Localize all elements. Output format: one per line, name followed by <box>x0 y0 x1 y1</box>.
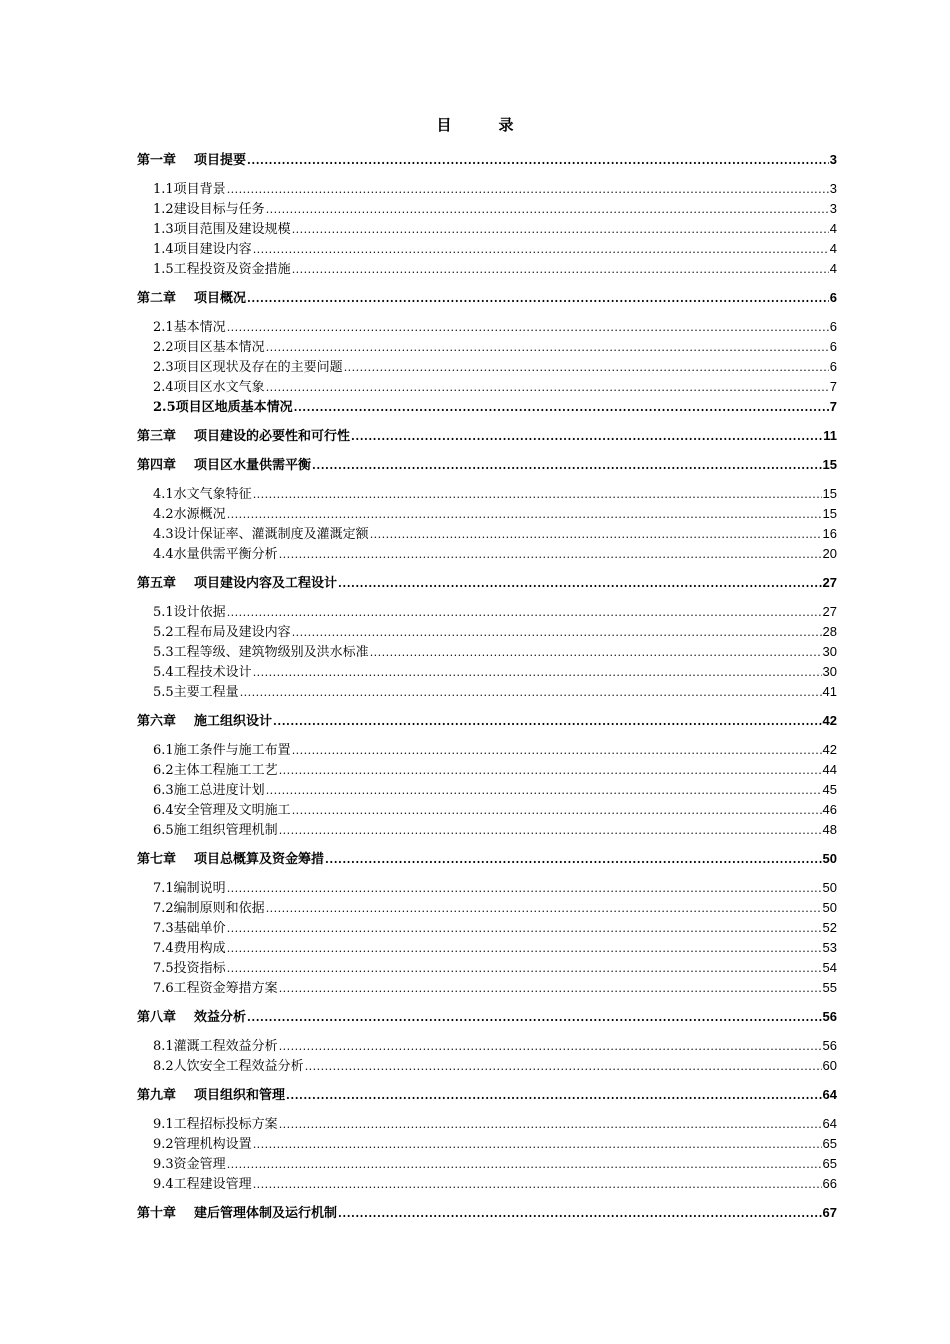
toc-chapter-entry[interactable] <box>137 426 837 446</box>
page-number: 56 <box>822 1038 837 1053</box>
toc-section-entry[interactable] <box>137 259 837 279</box>
toc-section-entry[interactable] <box>137 800 837 820</box>
chapter-label <box>137 1008 246 1028</box>
page-number: 54 <box>822 960 837 975</box>
dot-leader <box>227 939 822 959</box>
chapter-label <box>137 574 337 594</box>
section-label: 9.2管理机构设置 <box>153 1137 252 1152</box>
page-number: 3 <box>829 181 837 196</box>
page-number: 4 <box>829 241 837 256</box>
toc-section-entry[interactable] <box>137 1114 837 1134</box>
dot-leader <box>253 663 822 683</box>
page-number: 52 <box>822 920 837 935</box>
section-label: 4.3设计保证率、灌溉制度及灌溉定额 <box>153 527 369 542</box>
section-label: 1.3项目范围及建设规模 <box>153 222 291 237</box>
dot-leader <box>294 398 829 418</box>
chapter-name: 项目组织和管理 <box>194 1088 286 1103</box>
toc-section-entry[interactable] <box>137 760 837 780</box>
dot-leader <box>253 1175 822 1195</box>
toc-section-entry[interactable] <box>137 622 837 642</box>
dot-leader <box>279 1037 822 1057</box>
toc-chapter-entry[interactable] <box>137 711 837 731</box>
toc-section-entry[interactable] <box>137 642 837 662</box>
section-label: 5.2工程布局及建设内容 <box>153 625 291 640</box>
page-number: 20 <box>822 546 837 561</box>
dot-leader <box>279 761 822 781</box>
page-number: 44 <box>822 762 837 777</box>
chapter-name: 建后管理体制及运行机制 <box>194 1206 338 1221</box>
toc-section-entry[interactable] <box>137 820 837 840</box>
dot-leader <box>227 603 822 623</box>
toc-section-entry[interactable] <box>137 740 837 760</box>
dot-leader <box>351 427 822 447</box>
section-label: 1.1项目背景 <box>153 182 226 197</box>
chapter-number: 第八章 <box>137 1010 177 1025</box>
page-number: 55 <box>822 980 837 995</box>
page-number: 28 <box>822 624 837 639</box>
page-number: 66 <box>822 1176 837 1191</box>
dot-leader <box>227 919 822 939</box>
chapter-name: 项目区水量供需平衡 <box>194 458 312 473</box>
chapter-number: 第九章 <box>137 1088 177 1103</box>
toc-section-entry[interactable] <box>137 978 837 998</box>
dot-leader <box>266 200 829 220</box>
section-label: 4.1水文气象特征 <box>153 487 252 502</box>
page-number: 11 <box>823 428 837 443</box>
dot-leader <box>227 1155 822 1175</box>
page-number: 7 <box>829 399 837 414</box>
toc-section-entry[interactable] <box>137 1174 837 1194</box>
page-number: 27 <box>822 575 837 590</box>
page-number: 6 <box>829 290 837 305</box>
chapter-name: 施工组织设计 <box>194 714 273 729</box>
chapter-name: 项目提要 <box>194 153 247 168</box>
page-number: 3 <box>829 201 837 216</box>
dot-leader <box>292 623 822 643</box>
page-number: 41 <box>822 684 837 699</box>
chapter-label <box>137 712 272 732</box>
chapter-label <box>137 1204 337 1224</box>
chapter-name: 项目概况 <box>194 291 247 306</box>
dot-leader <box>253 1135 822 1155</box>
section-label: 6.5施工组织管理机制 <box>153 823 278 838</box>
table-of-contents <box>137 150 837 1232</box>
page-number: 15 <box>822 506 837 521</box>
section-label: 7.5投资指标 <box>153 961 226 976</box>
toc-section-entry[interactable] <box>137 662 837 682</box>
page-number: 15 <box>822 457 837 472</box>
page-number: 3 <box>829 152 837 167</box>
section-label: 6.4安全管理及文明施工 <box>153 803 291 818</box>
dot-leader <box>286 1086 822 1106</box>
toc-section-entry[interactable] <box>137 484 837 504</box>
dot-leader <box>338 574 822 594</box>
dot-leader <box>279 1115 822 1135</box>
page-number: 42 <box>822 742 837 757</box>
page-number: 42 <box>822 713 837 728</box>
dot-leader <box>370 643 822 663</box>
dot-leader <box>227 180 829 200</box>
toc-title: 目 录 <box>436 116 530 134</box>
toc-section-entry[interactable] <box>137 1056 837 1076</box>
chapter-number: 第五章 <box>137 576 177 591</box>
section-label: 2.4项目区水文气象 <box>153 380 265 395</box>
dot-leader <box>266 378 829 398</box>
section-label: 6.3施工总进度计划 <box>153 783 265 798</box>
dot-leader <box>247 151 829 171</box>
toc-section-entry[interactable] <box>137 397 837 417</box>
toc-chapter-entry[interactable] <box>137 455 837 475</box>
section-label: 8.2人饮安全工程效益分析 <box>153 1059 304 1074</box>
section-label: 6.1施工条件与施工布置 <box>153 743 291 758</box>
section-label: 5.1设计依据 <box>153 605 226 620</box>
page-number: 16 <box>822 526 837 541</box>
chapter-name: 项目建设内容及工程设计 <box>194 576 338 591</box>
section-label: 7.6工程资金筹措方案 <box>153 981 278 996</box>
dot-leader <box>227 318 829 338</box>
chapter-label <box>137 151 246 171</box>
dot-leader <box>338 1204 822 1224</box>
toc-section-entry[interactable] <box>137 780 837 800</box>
page-number: 30 <box>822 664 837 679</box>
chapter-label <box>137 1086 285 1106</box>
chapter-number: 第一章 <box>137 153 177 168</box>
page-number: 67 <box>822 1205 837 1220</box>
toc-section-entry[interactable] <box>137 239 837 259</box>
page-number: 4 <box>829 221 837 236</box>
section-label: 7.3基础单价 <box>153 921 226 936</box>
section-label: 7.4费用构成 <box>153 941 226 956</box>
page-number: 4 <box>829 261 837 276</box>
section-label: 2.1基本情况 <box>153 320 226 335</box>
toc-chapter-entry[interactable] <box>137 150 837 170</box>
toc-section-entry[interactable] <box>137 179 837 199</box>
page-number: 7 <box>829 379 837 394</box>
chapter-number: 第二章 <box>137 291 177 306</box>
toc-section-entry[interactable] <box>137 898 837 918</box>
page-number: 64 <box>822 1116 837 1131</box>
section-label: 6.2主体工程施工工艺 <box>153 763 278 778</box>
page-number: 30 <box>822 644 837 659</box>
page-number: 53 <box>822 940 837 955</box>
dot-leader <box>279 821 822 841</box>
section-label: 8.1灌溉工程效益分析 <box>153 1039 278 1054</box>
section-label: 5.5主要工程量 <box>153 685 239 700</box>
page-number: 27 <box>822 604 837 619</box>
section-label: 9.1工程招标投标方案 <box>153 1117 278 1132</box>
dot-leader <box>227 505 822 525</box>
dot-leader <box>240 683 822 703</box>
chapter-number: 第七章 <box>137 852 177 867</box>
toc-chapter-entry[interactable] <box>137 288 837 308</box>
section-label: 2.3项目区现状及存在的主要问题 <box>153 360 343 375</box>
dot-leader <box>370 525 822 545</box>
page-number: 50 <box>822 900 837 915</box>
section-label: 1.2建设目标与任务 <box>153 202 265 217</box>
dot-leader <box>266 781 822 801</box>
dot-leader <box>247 289 829 309</box>
section-label: 2.5项目区地质基本情况 <box>153 400 293 415</box>
toc-section-entry[interactable] <box>137 1134 837 1154</box>
toc-chapter-entry[interactable] <box>137 1203 837 1223</box>
toc-section-entry[interactable] <box>137 317 837 337</box>
toc-section-entry[interactable] <box>137 199 837 219</box>
page-number: 64 <box>822 1087 837 1102</box>
dot-leader <box>227 879 822 899</box>
toc-section-entry[interactable] <box>137 337 837 357</box>
toc-section-entry[interactable] <box>137 377 837 397</box>
page-number: 65 <box>822 1136 837 1151</box>
chapter-number: 第四章 <box>137 458 177 473</box>
section-label: 9.3资金管理 <box>153 1157 226 1172</box>
chapter-label <box>137 850 324 870</box>
toc-section-entry[interactable] <box>137 938 837 958</box>
dot-leader <box>266 899 822 919</box>
section-label: 7.2编制原则和依据 <box>153 901 265 916</box>
page-number: 45 <box>822 782 837 797</box>
toc-section-entry[interactable] <box>137 524 837 544</box>
section-label: 5.3工程等级、建筑物级别及洪水标准 <box>153 645 369 660</box>
page-number: 48 <box>822 822 837 837</box>
toc-section-entry[interactable] <box>137 544 837 564</box>
chapter-name: 项目总概算及资金筹措 <box>194 852 325 867</box>
chapter-label <box>137 289 246 309</box>
dot-leader <box>273 712 822 732</box>
toc-section-entry[interactable] <box>137 219 837 239</box>
page-number: 50 <box>822 851 837 866</box>
dot-leader <box>253 485 822 505</box>
section-label: 2.2项目区基本情况 <box>153 340 265 355</box>
toc-section-entry[interactable] <box>137 504 837 524</box>
dot-leader <box>305 1057 822 1077</box>
chapter-label <box>137 456 311 476</box>
toc-section-entry[interactable] <box>137 958 837 978</box>
dot-leader <box>266 338 829 358</box>
chapter-number: 第六章 <box>137 714 177 729</box>
page-number: 15 <box>822 486 837 501</box>
dot-leader <box>227 959 822 979</box>
dot-leader <box>325 850 822 870</box>
dot-leader <box>279 545 822 565</box>
dot-leader <box>292 801 822 821</box>
toc-section-entry[interactable] <box>137 1154 837 1174</box>
dot-leader <box>312 456 822 476</box>
page-number: 60 <box>822 1058 837 1073</box>
chapter-name: 项目建设的必要性和可行性 <box>194 429 351 444</box>
toc-section-entry[interactable] <box>137 682 837 702</box>
page-number: 6 <box>829 359 837 374</box>
toc-chapter-entry[interactable] <box>137 1085 837 1105</box>
dot-leader <box>292 220 829 240</box>
page-number: 65 <box>822 1156 837 1171</box>
dot-leader <box>279 979 822 999</box>
toc-chapter-entry[interactable] <box>137 849 837 869</box>
chapter-name: 效益分析 <box>194 1010 247 1025</box>
toc-chapter-entry[interactable] <box>137 573 837 593</box>
section-label: 4.4水量供需平衡分析 <box>153 547 278 562</box>
dot-leader <box>292 260 829 280</box>
page-number: 6 <box>829 339 837 354</box>
toc-chapter-entry[interactable] <box>137 1007 837 1027</box>
toc-section-entry[interactable] <box>137 918 837 938</box>
dot-leader <box>292 741 822 761</box>
section-label: 1.5工程投资及资金措施 <box>153 262 291 277</box>
toc-section-entry[interactable] <box>137 1036 837 1056</box>
dot-leader <box>253 240 829 260</box>
toc-section-entry[interactable] <box>137 357 837 377</box>
page-number: 56 <box>822 1009 837 1024</box>
page-number: 50 <box>822 880 837 895</box>
section-label: 5.4工程技术设计 <box>153 665 252 680</box>
chapter-label <box>137 427 350 447</box>
toc-section-entry[interactable] <box>137 878 837 898</box>
toc-section-entry[interactable] <box>137 602 837 622</box>
dot-leader <box>344 358 829 378</box>
dot-leader <box>247 1008 822 1028</box>
chapter-number: 第十章 <box>137 1206 177 1221</box>
page-number: 46 <box>822 802 837 817</box>
chapter-number: 第三章 <box>137 429 177 444</box>
section-label: 4.2水源概况 <box>153 507 226 522</box>
section-label: 7.1编制说明 <box>153 881 226 896</box>
page-number: 6 <box>829 319 837 334</box>
section-label: 1.4项目建设内容 <box>153 242 252 257</box>
section-label: 9.4工程建设管理 <box>153 1177 252 1192</box>
